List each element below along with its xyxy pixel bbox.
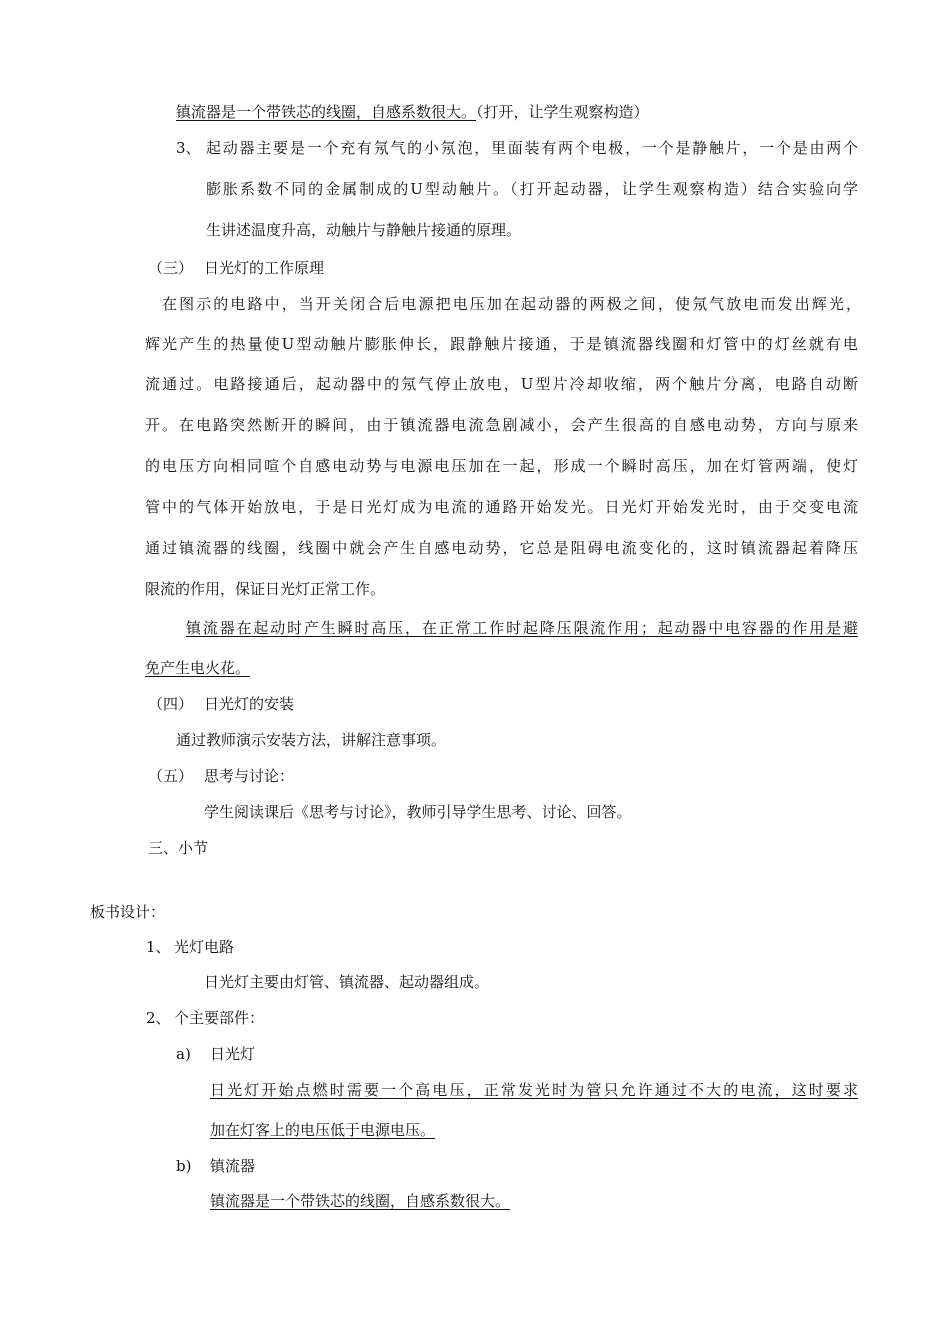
principle-line-3: 流通过。电路接通后，起动器中的氖气停止放电，U型片冷却收缩，两个触片分离，电路自动断: [145, 375, 858, 393]
principle-line-7: 通过镇流器的线圈，线圈中就会产生自感电动势，它总是阻碍电流变化的，这时镇流器起着降压: [145, 539, 858, 557]
section4-number: （四）: [148, 695, 194, 713]
principle-line-4: 开。在电路突然断开的瞬间，由于镇流器电流急剧减小，会产生很高的自感电动势，方向与原来: [145, 416, 858, 434]
starter-line-3: 生讲述温度升高，动触片与静触片接通的原理。: [206, 221, 522, 239]
board-sub-a-line-2: 加在灯客上的电压低于电源电压。: [210, 1121, 436, 1139]
starter-item-number: 3、: [176, 139, 201, 157]
board-item-1: [146, 936, 234, 958]
principle-summary-line-2: 免产生电火花。: [145, 659, 251, 677]
principle-summary-line-1: 镇流器在起动时产生瞬时高压，在正常工作时起降压限流作用；起动器中电容器的作用是避: [186, 619, 858, 637]
section5-title: 思考与讨论：: [204, 767, 295, 785]
board-item-2-title: 个主要部件：: [174, 1009, 265, 1027]
ballast-summary: 镇流器是一个带铁芯的线圈，自感系数很大。: [176, 103, 477, 121]
summary-title: 三、小节: [148, 839, 209, 857]
section4-heading: [148, 693, 294, 715]
principle-line-8: 限流的作用，保证日光灯正常工作。: [145, 580, 386, 598]
starter-line-1: 起动器主要是一个充有氖气的小氖泡，里面装有两个电极，一个是静触片，一个是由两个: [206, 139, 858, 157]
section5-text: 学生阅读课后《思考与讨论》，教师引导学生思考、讨论、回答。: [204, 803, 632, 821]
principle-line-1: 在图示的电路中，当开关闭合后电源把电压加在起动器的两极之间，使氖气放电而发出辉光，: [162, 295, 861, 313]
board-sub-a-title: 日光灯: [210, 1045, 256, 1063]
section3-number: （三）: [148, 259, 194, 277]
principle-line-6: 管中的气体开始放电，于是日光灯成为电流的通路开始发光。日光灯开始发光时，由于交变电流: [145, 498, 858, 516]
section5-number: （五）: [148, 767, 194, 785]
board-item-1-number: 1、: [146, 938, 171, 956]
board-sub-b-label: b): [176, 1157, 192, 1175]
board-sub-b: [176, 1155, 255, 1177]
principle-line-2: 辉光产生的热量使U型动触片膨胀伸长，跟静触片接通，于是镇流器线圈和灯管中的灯丝就有电: [145, 335, 858, 353]
board-sub-a-line-1: 日光灯开始点燃时需要一个高电压，正常发光时为管只允许通过不大的电流，这时要求: [210, 1081, 858, 1099]
board-item-2-number: 2、: [146, 1009, 171, 1027]
board-item-1-title: 光灯电路: [174, 938, 235, 956]
board-item-1-text: 日光灯主要由灯管、镇流器、起动器组成。: [204, 973, 490, 991]
board-sub-a: [176, 1043, 255, 1065]
board-item-2: [146, 1007, 264, 1029]
board-sub-a-label: a): [176, 1045, 191, 1063]
principle-line-5: 的电压方向相同喧个自感电动势与电源电压加在一起，形成一个瞬时高压，加在灯管两端，使灯: [145, 457, 858, 475]
section3-title: 日光灯的工作原理: [204, 259, 325, 277]
section3-heading: [148, 257, 324, 279]
board-sub-b-title: 镇流器: [210, 1157, 256, 1175]
section5-heading: [148, 765, 294, 787]
section4-title: 日光灯的安装: [204, 695, 295, 713]
starter-line-2: 膨胀系数不同的金属制成的U型动触片。（打开起动器，让学生观察构造）结合实验向学: [206, 180, 858, 198]
ballast-note: （打开，让学生观察构造）: [476, 103, 649, 121]
ballast-summary-line: [176, 101, 649, 123]
board-sub-b-text: 镇流器是一个带铁芯的线圈，自感系数很大。: [210, 1192, 511, 1210]
section4-text: 通过教师演示安装方法，讲解注意事项。: [176, 731, 447, 749]
board-title: 板书设计：: [90, 903, 166, 921]
